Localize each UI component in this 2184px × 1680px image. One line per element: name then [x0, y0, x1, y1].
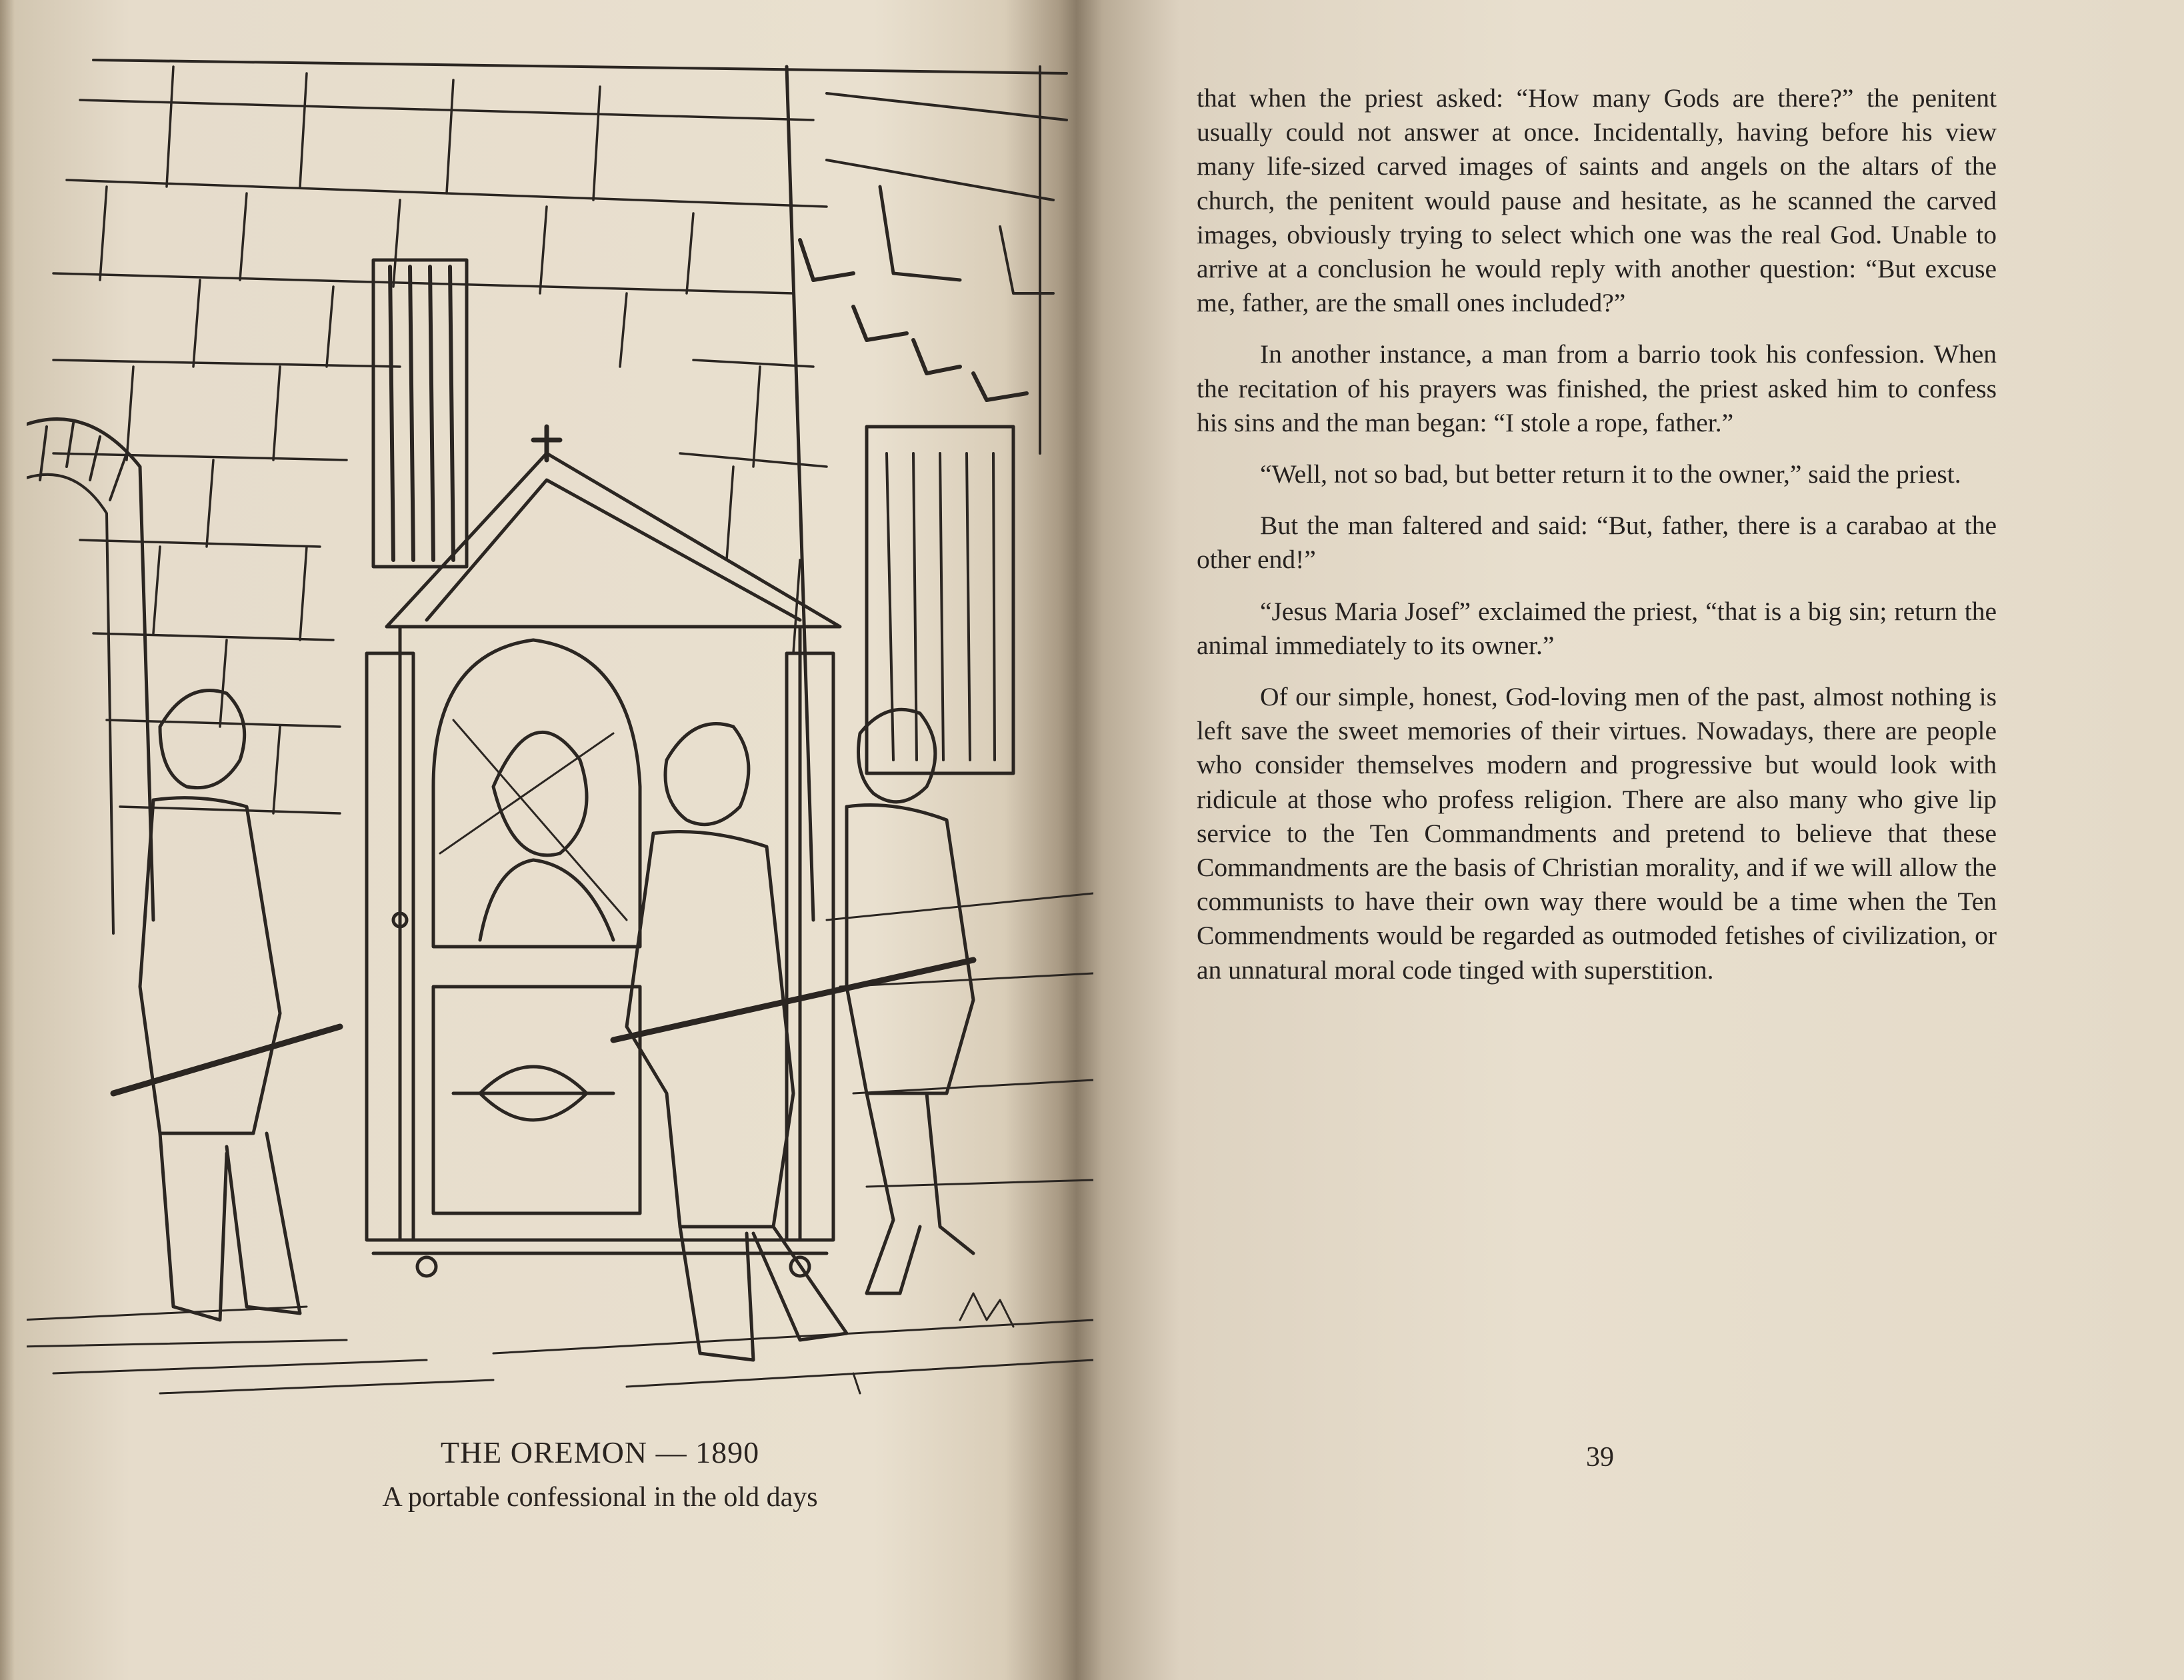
paragraph: “Well, not so bad, but better return it to the owner,” said the priest. — [1260, 459, 1961, 489]
stone-wall — [53, 67, 827, 813]
carrier-middle — [613, 724, 973, 1360]
ground-hatching — [27, 1293, 1093, 1393]
paragraph: In another instance, a man from a barrio took his confession. When the recitation of his prayers was finished, the priest asked him to confess his sins and the man began: “I stole a rope, father.” — [1197, 339, 1997, 437]
caption-title: THE OREMON — 1890 — [440, 1435, 760, 1469]
page-edge-shadow — [0, 0, 15, 1680]
oremon-illustration — [27, 53, 1093, 1400]
body-text — [1197, 81, 1997, 987]
paragraph: Of our simple, honest, God-loving men of the past, almost nothing is left save the sweet memories of their virtues. Nowadays, there are people who consider themselves modern and progressive but would look with ridicule at those who profess religion. There are also many who give lip service to the Ten Commandments and pretend to believe that these Commandments are the basis of Christian morality, and if we will allow the communists to have their own way there would be a time when the Ten Commendments would be regarded as outmoded fetishes of civilization, or an unnatural moral code tinged with superstition. — [1197, 682, 1997, 985]
paragraph: But the man faltered and said: “But, father, there is a carabao at the other end!” — [1197, 511, 1997, 575]
confessional-box — [367, 427, 840, 1276]
left-page — [0, 0, 1087, 1680]
caption-subtitle: A portable confessional in the old days — [382, 1482, 818, 1513]
carrier-right — [847, 709, 973, 1293]
carrier-left — [113, 691, 340, 1320]
paragraph: “Jesus Maria Josef” exclaimed the priest, “that is a big sin; return the animal immediately to its owner.” — [1197, 596, 1997, 660]
paragraph: that when the priest asked: “How many Gods are there?” the penitent usually could not answer at once. Incidentally, having before his view many life-sized carved images of saints and angels on the altars of the church, the penitent would pause and hesitate, as he scanned the carved images, obviously trying to select which one was the real God. Unable to arrive at a conclusion he would reply with another question: “But excuse me, father, are the small ones included?” — [1197, 83, 1997, 318]
page-number: 39 — [1586, 1442, 1614, 1473]
